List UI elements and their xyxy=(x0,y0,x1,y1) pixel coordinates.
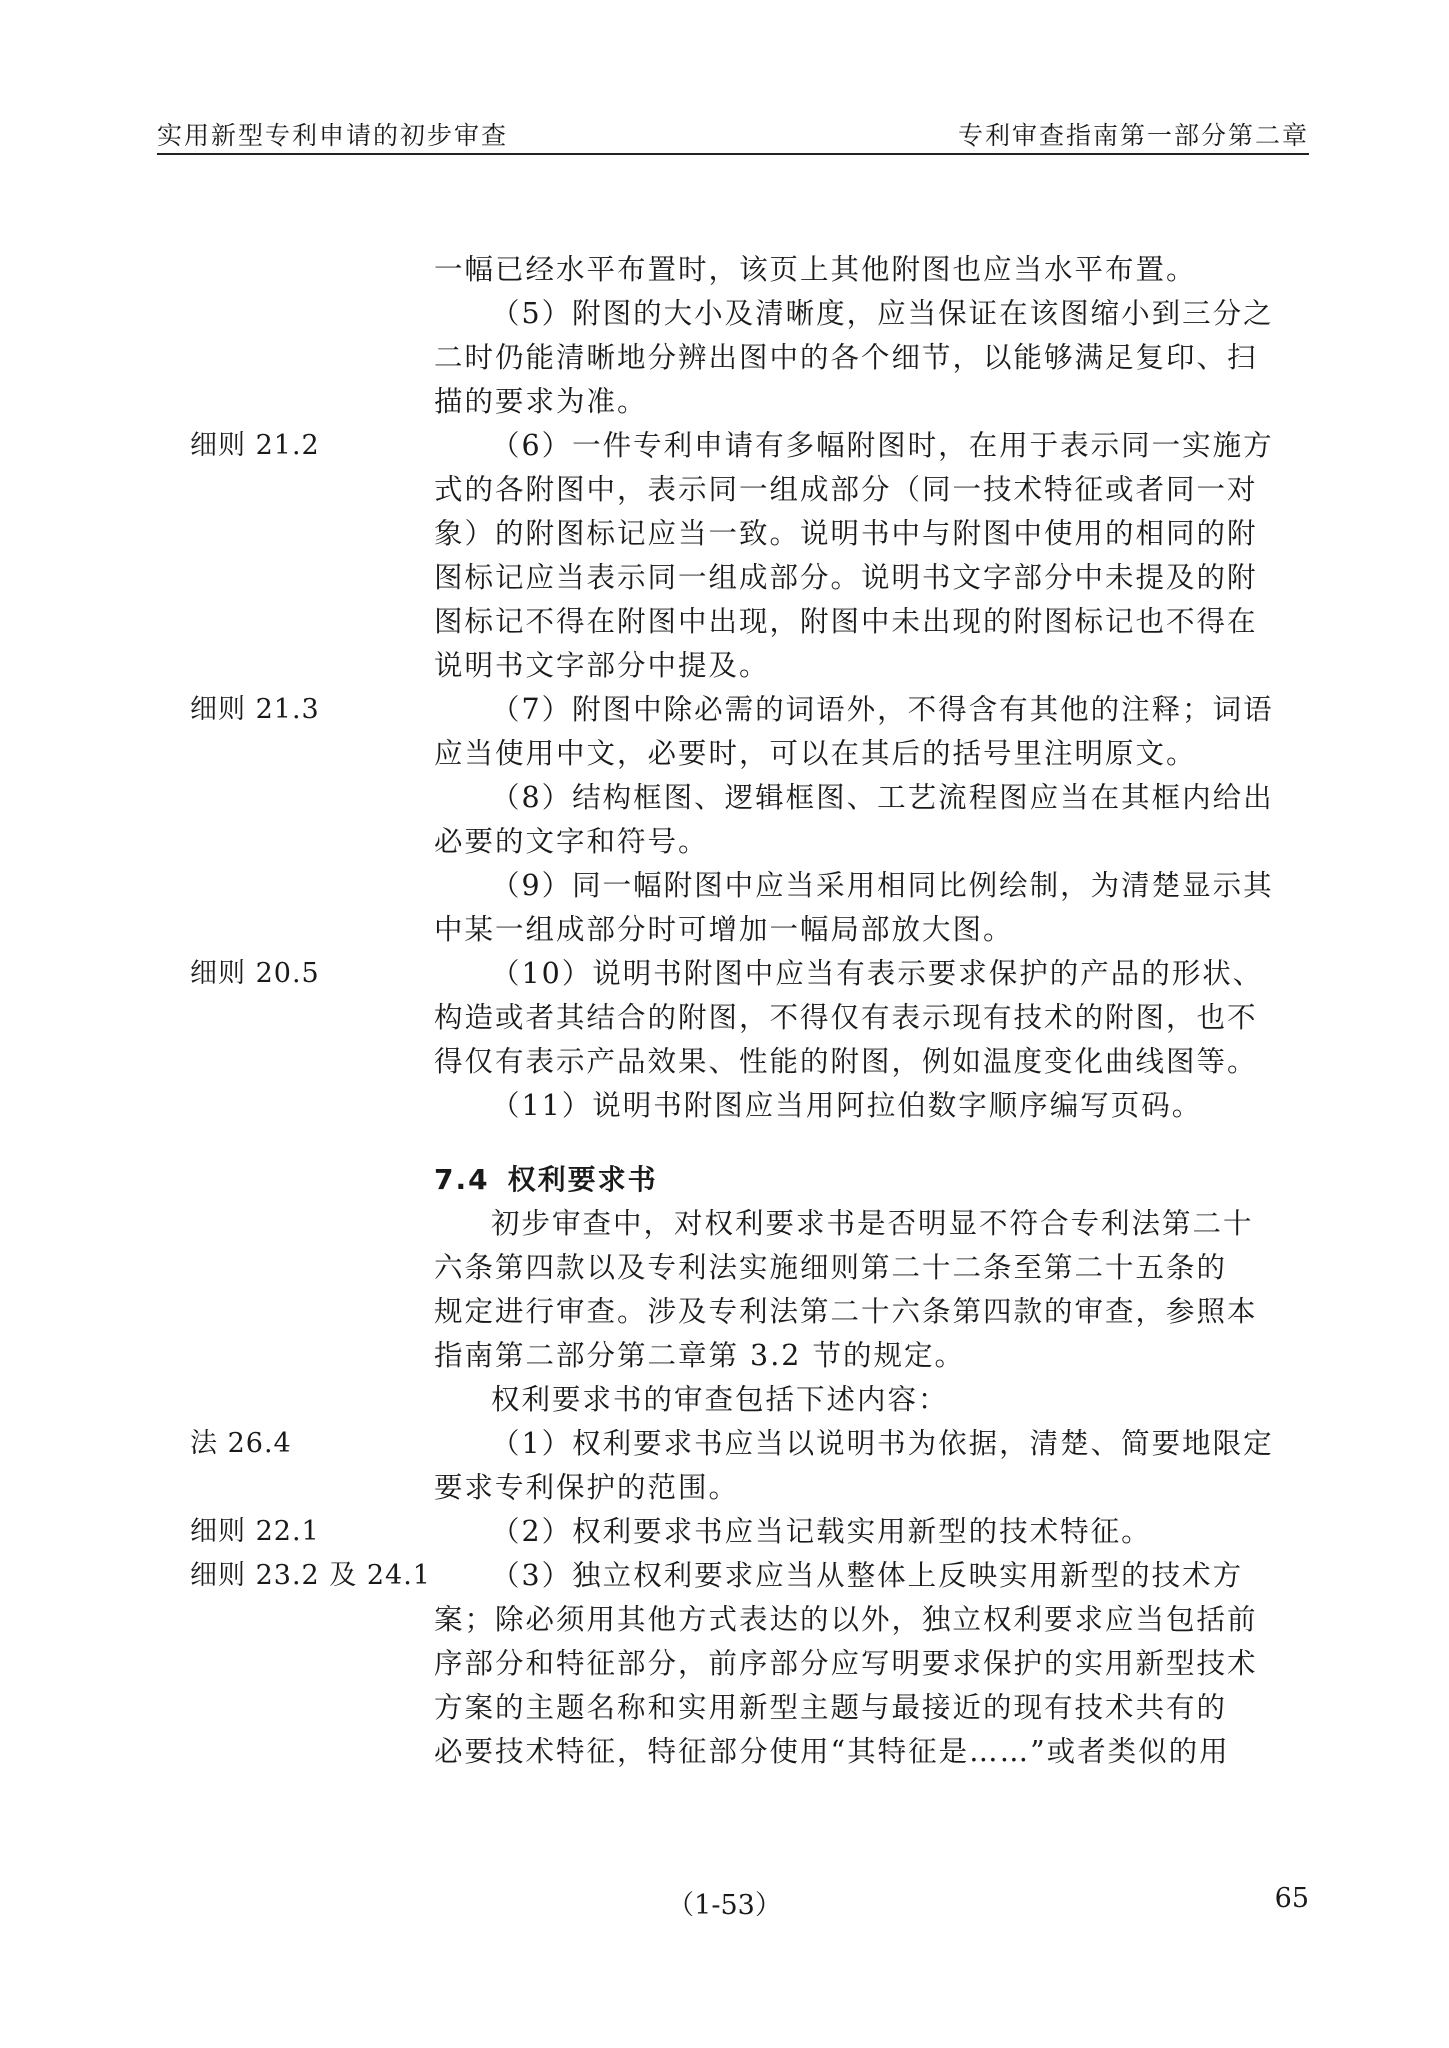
footer-section-page: （1-53） xyxy=(667,1890,782,1921)
text-line: 权利要求书的审查包括下述内容： xyxy=(491,1383,949,1416)
paragraph xyxy=(434,688,1309,776)
text-line: （2）权利要求书应当记载实用新型的技术特征。 xyxy=(491,1515,1152,1548)
paragraph xyxy=(434,292,1309,424)
paragraph xyxy=(434,424,1309,688)
paragraph xyxy=(434,1378,1309,1422)
text-line: 一幅已经水平布置时，该页上其他附图也应当水平布置。 xyxy=(434,253,1197,286)
paragraph xyxy=(434,776,1309,864)
text-line: 六条第四款以及专利法实施细则第二十二条至第二十五条的 xyxy=(434,1251,1228,1284)
text-line: 必要的文字和符号。 xyxy=(434,825,709,858)
paragraph xyxy=(434,248,1309,292)
margin-ref: 细则 21.3 xyxy=(190,694,320,725)
text-line: 必要技术特征，特征部分使用“其特征是……”或者类似的用 xyxy=(434,1735,1230,1768)
margin-ref: 细则 21.2 xyxy=(190,430,320,461)
margin-ref: 法 26.4 xyxy=(190,1428,292,1459)
page-number: 65 xyxy=(1274,1883,1309,1914)
text-line: 规定进行审查。涉及专利法第二十六条第四款的审查，参照本 xyxy=(434,1295,1258,1328)
text-line: 要求专利保护的范围。 xyxy=(434,1471,740,1504)
text-line: （1）权利要求书应当以说明书为依据，清楚、简要地限定 xyxy=(491,1427,1274,1460)
margin-ref: 细则 22.1 xyxy=(190,1516,320,1547)
text-line: 描的要求为准。 xyxy=(434,385,648,418)
margin-ref: 细则 23.2 及 24.1 xyxy=(190,1560,431,1591)
section-heading xyxy=(434,1158,658,1202)
header-rule xyxy=(157,153,1309,155)
text-line: 图标记应当表示同一组成部分。说明书文字部分中未提及的附 xyxy=(434,561,1258,594)
text-line: 序部分和特征部分，前序部分应写明要求保护的实用新型技术 xyxy=(434,1647,1258,1680)
text-line: 图标记不得在附图中出现，附图中未出现的附图标记也不得在 xyxy=(434,605,1258,638)
text-line: 构造或者其结合的附图，不得仅有表示现有技术的附图，也不 xyxy=(434,1001,1258,1034)
paragraph xyxy=(434,864,1309,952)
text-line: （8）结构框图、逻辑框图、工艺流程图应当在其框内给出 xyxy=(491,781,1274,814)
text-line: 指南第二部分第二章第 3.2 节的规定。 xyxy=(434,1339,965,1372)
text-line: 初步审查中，对权利要求书是否明显不符合专利法第二十 xyxy=(491,1207,1254,1240)
text-line: 象）的附图标记应当一致。说明书中与附图中使用的相同的附 xyxy=(434,517,1258,550)
text-line: （7）附图中除必需的词语外，不得含有其他的注释；词语 xyxy=(491,693,1274,726)
text-line: （9）同一幅附图中应当采用相同比例绘制，为清楚显示其 xyxy=(491,869,1274,902)
text-line: 说明书文字部分中提及。 xyxy=(434,649,770,682)
section-number: 7.4 xyxy=(434,1163,490,1196)
paragraph xyxy=(434,1510,1309,1554)
text-line: （10）说明书附图中应当有表示要求保护的产品的形状、 xyxy=(491,957,1264,990)
text-line: （3）独立权利要求应当从整体上反映实用新型的技术方 xyxy=(491,1559,1244,1592)
text-line: 应当使用中文，必要时，可以在其后的括号里注明原文。 xyxy=(434,737,1197,770)
paragraph xyxy=(434,1202,1309,1378)
text-line: 案；除必须用其他方式表达的以外，独立权利要求应当包括前 xyxy=(434,1603,1258,1636)
margin-ref: 细则 20.5 xyxy=(190,958,320,989)
text-line: 得仅有表示产品效果、性能的附图，例如温度变化曲线图等。 xyxy=(434,1045,1258,1078)
paragraph xyxy=(434,1422,1309,1510)
running-header-left: 实用新型专利申请的初步审查 xyxy=(157,121,509,150)
text-line: 中某一组成部分时可增加一幅局部放大图。 xyxy=(434,913,1014,946)
text-line: （11）说明书附图应当用阿拉伯数字顺序编写页码。 xyxy=(491,1089,1203,1122)
text-line: 方案的主题名称和实用新型主题与最接近的现有技术共有的 xyxy=(434,1691,1228,1724)
running-header-right: 专利审查指南第一部分第二章 xyxy=(957,121,1309,150)
paragraph xyxy=(434,1554,1309,1774)
paragraph xyxy=(434,952,1309,1084)
text-line: 二时仍能清晰地分辨出图中的各个细节，以能够满足复印、扫 xyxy=(434,341,1258,374)
text-line: （6）一件专利申请有多幅附图时，在用于表示同一实施方 xyxy=(491,429,1274,462)
text-line: （5）附图的大小及清晰度，应当保证在该图缩小到三分之 xyxy=(491,297,1274,330)
section-title: 权利要求书 xyxy=(507,1163,658,1196)
text-line: 式的各附图中，表示同一组成部分（同一技术特征或者同一对 xyxy=(434,473,1258,506)
paragraph xyxy=(434,1084,1309,1128)
